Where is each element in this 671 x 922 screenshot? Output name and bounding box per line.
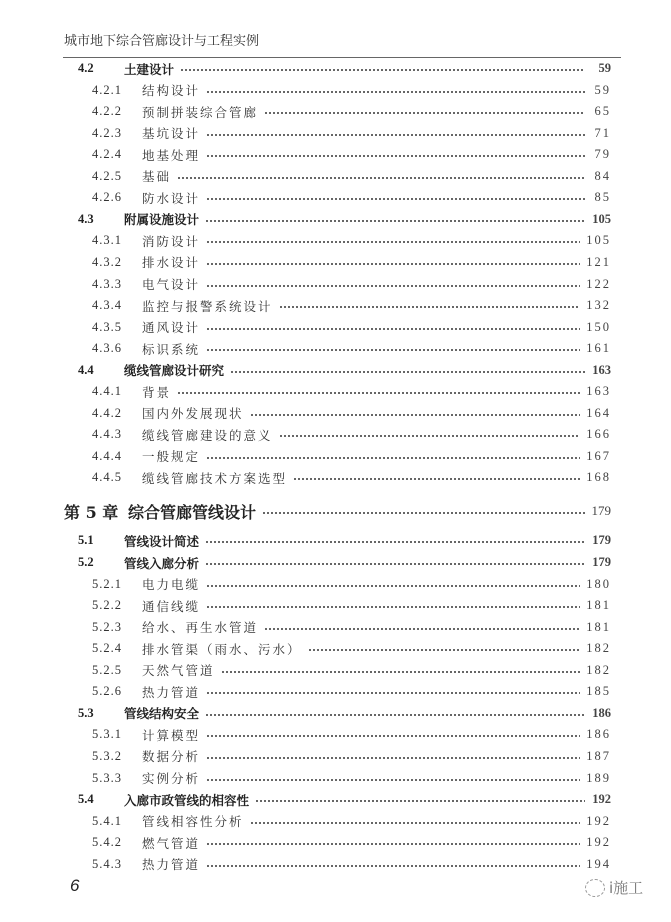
toc-subsection-entry[interactable] bbox=[92, 660, 611, 681]
dot-leader bbox=[293, 478, 580, 480]
dot-leader bbox=[205, 714, 585, 716]
entry-number: 5.3.2 bbox=[92, 748, 122, 763]
dot-leader bbox=[279, 435, 581, 437]
dot-leader bbox=[255, 800, 585, 802]
entry-title: 管线入廊分析 bbox=[124, 555, 200, 571]
entry-page: 185 bbox=[586, 684, 611, 699]
toc-subsection-entry[interactable] bbox=[92, 574, 611, 595]
entry-number: 4.2.4 bbox=[92, 147, 122, 162]
toc-subsection-entry[interactable] bbox=[92, 80, 611, 101]
entry-page: 192 bbox=[586, 835, 611, 850]
toc-subsection-entry[interactable] bbox=[92, 274, 611, 295]
toc-subsection-entry[interactable] bbox=[92, 381, 611, 402]
entry-title: 热力管道 bbox=[142, 857, 201, 873]
toc-subsection-entry[interactable] bbox=[92, 230, 611, 251]
entry-number: 4.3.6 bbox=[92, 341, 122, 356]
entry-page: 84 bbox=[594, 168, 611, 183]
dot-leader bbox=[205, 563, 585, 565]
entry-page: 194 bbox=[586, 856, 611, 871]
entry-number: 5.2.4 bbox=[92, 641, 122, 656]
toc-subsection-entry[interactable] bbox=[92, 424, 611, 445]
toc-subsection-entry[interactable] bbox=[92, 832, 611, 853]
entry-number: 4.4.3 bbox=[92, 427, 122, 442]
entry-title: 地基处理 bbox=[142, 147, 201, 163]
toc-section-entry[interactable] bbox=[78, 209, 611, 230]
entry-number: 5.4 bbox=[78, 792, 94, 807]
entry-number: 4.3.5 bbox=[92, 319, 122, 334]
entry-number: 5.2.2 bbox=[92, 598, 122, 613]
entry-number: 5.2.5 bbox=[92, 662, 122, 677]
entry-page: 192 bbox=[586, 813, 611, 828]
entry-page: 71 bbox=[594, 125, 611, 140]
entry-number: 4.4 bbox=[78, 362, 94, 377]
toc-subsection-entry[interactable] bbox=[92, 144, 611, 165]
wechat-logo-icon bbox=[585, 879, 605, 897]
entry-page: 59 bbox=[594, 82, 611, 97]
toc-subsection-entry[interactable] bbox=[92, 295, 611, 316]
entry-number: 4.2.2 bbox=[92, 104, 122, 119]
entry-page: 164 bbox=[586, 405, 611, 420]
dot-leader bbox=[206, 91, 585, 93]
toc-subsection-entry[interactable] bbox=[92, 467, 611, 488]
entry-title: 附属设施设计 bbox=[124, 212, 200, 228]
toc-subsection-entry[interactable] bbox=[92, 123, 611, 144]
toc-subsection-entry[interactable] bbox=[92, 166, 611, 187]
entry-number: 4.2.5 bbox=[92, 168, 122, 183]
entry-title: 基础 bbox=[142, 169, 172, 185]
toc-subsection-entry[interactable] bbox=[92, 638, 611, 659]
dot-leader bbox=[206, 349, 580, 351]
toc-subsection-entry[interactable] bbox=[92, 338, 611, 359]
entry-number: 5.2 bbox=[78, 555, 94, 569]
dot-leader bbox=[221, 671, 581, 673]
entry-number: 4.3.3 bbox=[92, 276, 122, 291]
entry-title: 热力管道 bbox=[142, 684, 201, 700]
entry-title: 通风设计 bbox=[142, 320, 201, 336]
entry-number: 4.3.1 bbox=[92, 233, 122, 248]
entry-number: 5.4.3 bbox=[92, 856, 122, 871]
entry-page: 79 bbox=[594, 147, 611, 162]
toc-subsection-entry[interactable] bbox=[92, 446, 611, 467]
entry-number: 4.3.4 bbox=[92, 298, 122, 313]
toc-subsection-entry[interactable] bbox=[92, 746, 611, 767]
dot-leader bbox=[230, 371, 585, 373]
dot-leader bbox=[177, 177, 585, 179]
toc-subsection-entry[interactable] bbox=[92, 595, 611, 616]
toc-subsection-entry[interactable] bbox=[92, 617, 611, 638]
entry-title: 入廊市政管线的相容性 bbox=[124, 792, 250, 808]
toc-subsection-entry[interactable] bbox=[92, 403, 611, 424]
entry-page: 85 bbox=[594, 190, 611, 205]
entry-number: 4.2 bbox=[78, 61, 94, 75]
toc-subsection-entry[interactable] bbox=[92, 101, 611, 122]
entry-page: 59 bbox=[598, 61, 611, 75]
dot-leader bbox=[250, 414, 581, 416]
entry-number: 4.4.4 bbox=[92, 448, 122, 463]
watermark-text: i施工 bbox=[609, 879, 644, 897]
entry-title: 国内外发展现状 bbox=[142, 406, 244, 422]
entry-number: 5.2.6 bbox=[92, 684, 122, 699]
toc-section-entry[interactable] bbox=[78, 789, 611, 810]
dot-leader bbox=[206, 155, 585, 157]
entry-number: 4.2.6 bbox=[92, 190, 122, 205]
dot-leader bbox=[250, 822, 581, 824]
entry-title: 预制拼装综合管廊 bbox=[142, 104, 259, 120]
dot-leader bbox=[206, 757, 580, 759]
entry-title: 数据分析 bbox=[142, 749, 201, 765]
entry-title: 燃气管道 bbox=[142, 835, 201, 851]
entry-title: 给水、再生水管道 bbox=[142, 620, 259, 636]
entry-number: 4.3.2 bbox=[92, 254, 122, 269]
entry-number: 4.4.2 bbox=[92, 405, 122, 420]
running-header: 城市地下综合管廊设计与工程实例 bbox=[64, 34, 260, 49]
entry-number: 5.4.2 bbox=[92, 835, 122, 850]
entry-number: 4.3 bbox=[78, 211, 94, 226]
entry-title: 缆线管廊设计研究 bbox=[124, 363, 225, 379]
entry-page: 163 bbox=[586, 384, 611, 399]
toc-subsection-entry[interactable] bbox=[92, 724, 611, 745]
dot-leader bbox=[206, 263, 580, 265]
dot-leader bbox=[279, 306, 581, 308]
entry-page: 179 bbox=[591, 503, 611, 519]
entry-number: 5.2.3 bbox=[92, 619, 122, 634]
entry-page: 161 bbox=[586, 341, 611, 356]
entry-title: 排水管渠（雨水、污水） bbox=[142, 641, 302, 657]
toc-section-entry[interactable] bbox=[78, 360, 611, 381]
entry-title: 管线设计简述 bbox=[124, 533, 200, 549]
dot-leader bbox=[206, 241, 580, 243]
dot-leader bbox=[206, 865, 580, 867]
entry-number: 第 5 章 bbox=[64, 502, 119, 522]
entry-number: 4.4.1 bbox=[92, 384, 122, 399]
dot-leader bbox=[264, 112, 585, 114]
dot-leader bbox=[206, 285, 580, 287]
entry-title: 计算模型 bbox=[142, 727, 201, 743]
watermark bbox=[585, 877, 643, 898]
dot-leader bbox=[206, 457, 580, 459]
entry-page: 179 bbox=[592, 555, 611, 569]
entry-title: 监控与报警系统设计 bbox=[142, 298, 273, 314]
entry-title: 管线相容性分析 bbox=[142, 814, 244, 830]
entry-title: 缆线管廊建设的意义 bbox=[142, 427, 273, 443]
entry-page: 192 bbox=[592, 792, 611, 807]
toc-section-entry[interactable] bbox=[78, 530, 611, 551]
entry-number: 5.4.1 bbox=[92, 813, 122, 828]
entry-page: 105 bbox=[586, 233, 611, 248]
entry-page: 179 bbox=[592, 533, 611, 548]
entry-title: 消防设计 bbox=[142, 233, 201, 249]
entry-title: 标识系统 bbox=[142, 341, 201, 357]
entry-number: 4.2.1 bbox=[92, 82, 122, 97]
dot-leader bbox=[180, 69, 585, 71]
dot-leader bbox=[206, 134, 585, 136]
entry-title: 土建设计 bbox=[124, 61, 175, 77]
entry-page: 132 bbox=[586, 298, 611, 313]
entry-page: 65 bbox=[594, 104, 611, 119]
toc-chapter-entry[interactable] bbox=[64, 498, 611, 524]
toc-section-entry[interactable] bbox=[78, 58, 611, 79]
entry-title: 防水设计 bbox=[142, 190, 201, 206]
dot-leader bbox=[177, 392, 580, 394]
entry-number: 5.3.1 bbox=[92, 727, 122, 742]
entry-title: 一般规定 bbox=[142, 449, 201, 465]
toc-subsection-entry[interactable] bbox=[92, 317, 611, 338]
entry-page: 166 bbox=[586, 427, 611, 442]
entry-title: 实例分析 bbox=[142, 771, 201, 786]
entry-title: 通信线缆 bbox=[142, 598, 201, 614]
toc-section-entry[interactable] bbox=[78, 703, 611, 724]
entry-number: 4.4.5 bbox=[92, 470, 122, 485]
dot-leader bbox=[206, 779, 580, 781]
entry-title: 综合管廊管线设计 bbox=[128, 502, 257, 522]
entry-number: 5.2.1 bbox=[92, 576, 122, 591]
entry-number: 5.3 bbox=[78, 705, 94, 720]
entry-page: 186 bbox=[592, 705, 611, 720]
dot-leader bbox=[206, 198, 585, 200]
entry-title: 基坑设计 bbox=[142, 126, 201, 142]
toc-subsection-entry[interactable] bbox=[92, 854, 611, 875]
entry-page: 167 bbox=[586, 448, 611, 463]
toc-subsection-entry[interactable] bbox=[92, 252, 611, 273]
entry-number: 5.3.3 bbox=[92, 770, 122, 785]
entry-page: 105 bbox=[592, 211, 611, 226]
entry-title: 排水设计 bbox=[142, 255, 201, 271]
entry-page: 189 bbox=[586, 770, 611, 785]
dot-leader bbox=[206, 328, 580, 330]
entry-page: 168 bbox=[586, 470, 611, 485]
entry-title: 缆线管廊技术方案选型 bbox=[142, 470, 288, 486]
toc-section-entry[interactable] bbox=[78, 552, 611, 573]
entry-title: 结构设计 bbox=[142, 83, 201, 99]
entry-page: 186 bbox=[586, 727, 611, 742]
entry-page: 150 bbox=[586, 319, 611, 334]
toc-subsection-entry[interactable] bbox=[92, 768, 611, 789]
toc-subsection-entry[interactable] bbox=[92, 187, 611, 208]
dot-leader bbox=[262, 512, 585, 514]
dot-leader bbox=[205, 220, 585, 222]
entry-title: 天然气管道 bbox=[142, 663, 215, 679]
dot-leader bbox=[206, 585, 580, 587]
entry-title: 背景 bbox=[142, 384, 172, 400]
dot-leader bbox=[206, 843, 580, 845]
entry-page: 180 bbox=[586, 576, 611, 591]
entry-title: 管线结构安全 bbox=[124, 706, 200, 722]
entry-page: 121 bbox=[586, 254, 611, 269]
entry-number: 4.2.3 bbox=[92, 125, 122, 140]
entry-page: 163 bbox=[592, 362, 611, 377]
entry-page: 181 bbox=[586, 619, 611, 634]
dot-leader bbox=[308, 649, 581, 651]
entry-page: 122 bbox=[586, 276, 611, 291]
dot-leader bbox=[206, 692, 580, 694]
entry-page: 182 bbox=[586, 662, 611, 677]
page-number: 6 bbox=[70, 876, 80, 895]
dot-leader bbox=[205, 541, 585, 543]
entry-page: 181 bbox=[586, 598, 611, 613]
toc-subsection-entry[interactable] bbox=[92, 811, 611, 832]
entry-number: 5.1 bbox=[78, 533, 94, 548]
entry-title: 电气设计 bbox=[142, 277, 201, 292]
entry-title: 电力电缆 bbox=[142, 577, 201, 593]
entry-page: 182 bbox=[586, 641, 611, 656]
dot-leader bbox=[264, 628, 580, 630]
entry-page: 187 bbox=[586, 748, 611, 763]
dot-leader bbox=[206, 735, 580, 737]
dot-leader bbox=[206, 606, 580, 608]
toc-subsection-entry[interactable] bbox=[92, 681, 611, 702]
